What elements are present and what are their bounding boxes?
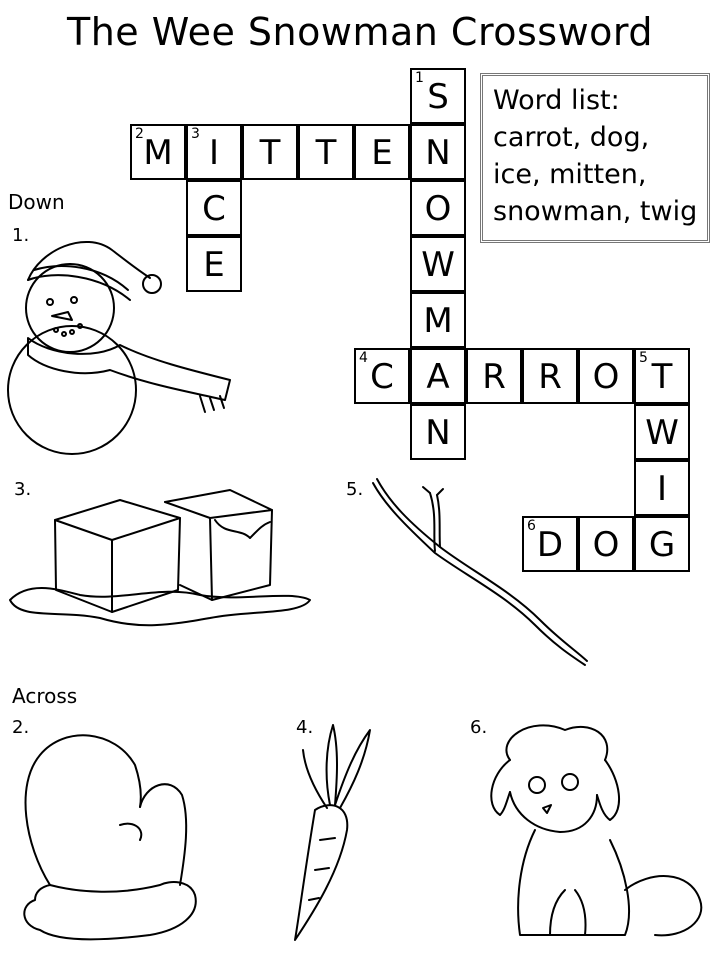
grid-cell: [410, 292, 466, 348]
grid-cell: [634, 404, 690, 460]
cell-letter: T: [651, 357, 673, 397]
word-list-line: carrot, dog,: [493, 122, 650, 153]
grid-cell: [354, 124, 410, 180]
mitten-icon: [10, 725, 210, 950]
grid-cell: [410, 404, 466, 460]
cell-letter: O: [592, 525, 620, 565]
cell-letter: E: [203, 245, 225, 285]
cell-letter: C: [202, 189, 226, 229]
cell-letter: A: [426, 357, 450, 397]
clue-number-across-4: 4.: [296, 717, 314, 738]
word-list-line: snowman, twig: [493, 196, 698, 227]
cell-letter: M: [143, 133, 173, 173]
cell-letter: D: [536, 525, 564, 565]
cell-number: 5: [639, 350, 648, 366]
cell-letter: M: [423, 301, 453, 341]
grid-cell: [410, 124, 466, 180]
cell-letter: W: [645, 413, 679, 453]
grid-cell: [634, 460, 690, 516]
word-list-line: ice, mitten,: [493, 159, 647, 190]
cell-number: 2: [135, 126, 144, 142]
word-list-box: [480, 73, 710, 243]
cell-letter: R: [538, 357, 562, 397]
grid-cell: [410, 348, 466, 404]
grid-cell: [410, 68, 466, 124]
cell-letter: R: [482, 357, 506, 397]
grid-cell: [634, 348, 690, 404]
down-heading: Down: [8, 190, 65, 214]
dog-icon: [475, 720, 715, 950]
clue-number-down-5: 5.: [346, 479, 364, 500]
cell-letter: N: [425, 413, 451, 453]
clue-number-across-2: 2.: [12, 717, 30, 738]
grid-cell: [634, 516, 690, 572]
grid-cell: [522, 348, 578, 404]
cell-letter: O: [592, 357, 620, 397]
grid-cell: [130, 124, 186, 180]
grid-cell: [410, 236, 466, 292]
cell-number: 4: [359, 350, 368, 366]
grid-cell: [242, 124, 298, 180]
carrot-icon: [285, 717, 385, 945]
grid-cell: [298, 124, 354, 180]
grid-cell: [354, 348, 410, 404]
across-heading: Across: [12, 684, 78, 708]
clue-number-across-6: 6.: [470, 717, 488, 738]
cell-letter: I: [656, 469, 668, 509]
cell-letter: C: [370, 357, 394, 397]
cell-number: 1: [415, 70, 424, 86]
cell-letter: S: [427, 77, 449, 117]
cell-letter: T: [315, 133, 337, 173]
cell-letter: O: [424, 189, 452, 229]
ice-cubes-icon: [0, 490, 320, 640]
page-title: The Wee Snowman Crossword: [66, 10, 653, 54]
word-list-heading: Word list:: [493, 85, 620, 116]
grid-cell: [578, 348, 634, 404]
clue-number-down-1: 1.: [12, 225, 30, 246]
cell-number: 6: [527, 518, 536, 534]
cell-letter: G: [648, 525, 676, 565]
cell-letter: T: [259, 133, 281, 173]
grid-cell: [410, 180, 466, 236]
grid-cell: [466, 348, 522, 404]
grid-cell: [186, 124, 242, 180]
cell-letter: I: [208, 133, 220, 173]
twig-icon: [365, 475, 595, 675]
clue-number-down-3: 3.: [14, 479, 32, 500]
cell-number: 3: [191, 126, 200, 142]
cell-letter: E: [371, 133, 393, 173]
cell-letter: N: [425, 133, 451, 173]
cell-letter: W: [421, 245, 455, 285]
snowman-icon: [0, 220, 250, 460]
